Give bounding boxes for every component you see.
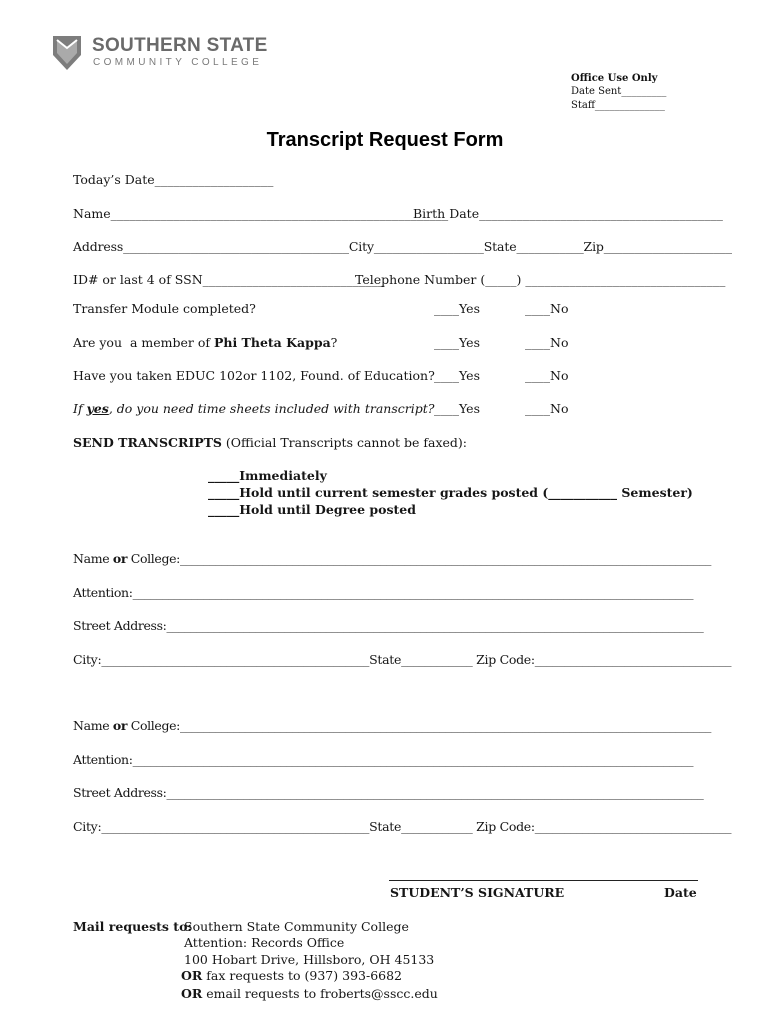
educ-yes-option[interactable]: ____Yes xyxy=(434,368,480,383)
timesheets-no-option[interactable]: ____No xyxy=(525,401,569,416)
signature-label: STUDENT’S SIGNATURE xyxy=(390,885,565,900)
address-field[interactable]: Address_____________________________________City__________________State___________Zip_____________________ xyxy=(73,239,732,254)
signature-line[interactable] xyxy=(389,880,698,881)
page-title: Transcript Request Form xyxy=(266,129,504,151)
shield-icon xyxy=(52,35,82,71)
question-educ: Have you taken EDUC 102or 1102, Found. of Education? xyxy=(73,368,435,383)
mail-address-line-2: Attention: Records Office xyxy=(184,935,345,950)
question-time-sheets: If yes, do you need time sheets included with transcript? xyxy=(73,401,435,416)
send-immediately-option[interactable]: _____Immediately xyxy=(208,468,327,483)
recipient-2-attention-field[interactable]: Attention:_______________________________________________________________________________________________ xyxy=(73,752,694,767)
signature-date-label: Date xyxy=(664,885,697,900)
question-transfer-module: Transfer Module completed? xyxy=(73,301,256,316)
telephone-field[interactable]: Telephone Number (_____) ________________________________ xyxy=(355,272,726,287)
recipient-2-name-field[interactable]: Name or College:__________________________________________________________________________________________ xyxy=(73,718,712,733)
recipient-1-street-field[interactable]: Street Address:___________________________________________________________________________________________ xyxy=(73,618,704,633)
logo-name: SOUTHERN STATE xyxy=(92,35,268,56)
ptk-yes-option[interactable]: ____Yes xyxy=(434,335,480,350)
office-use-heading: Office Use Only xyxy=(571,73,658,84)
recipient-1-city-field[interactable]: City:_____________________________________________State____________ Zip Code:_________________________________ xyxy=(73,652,732,667)
phi-theta-kappa-label: Phi Theta Kappa xyxy=(213,335,331,350)
question-phi-theta-kappa: Are you a member of Phi Theta Kappa? xyxy=(73,335,338,350)
recipient-2-street-field[interactable]: Street Address:___________________________________________________________________________________________ xyxy=(73,785,704,800)
recipient-2-city-field[interactable]: City:_____________________________________________State____________ Zip Code:_________________________________ xyxy=(73,819,732,834)
send-hold-degree-option[interactable]: _____Hold until Degree posted xyxy=(208,502,416,517)
recipient-1-attention-field[interactable]: Attention:_______________________________________________________________________________________________ xyxy=(73,585,694,600)
name-field[interactable]: Name______________________________________________________ xyxy=(73,206,449,221)
todays-date-field[interactable]: Today’s Date___________________ xyxy=(73,172,274,187)
transfer-no-option[interactable]: ____No xyxy=(525,301,569,316)
yes-emphasis: yes xyxy=(86,401,109,416)
mail-address-line-3: 100 Hobart Drive, Hillsboro, OH 45133 xyxy=(184,952,435,967)
office-staff: Staff______________ xyxy=(571,100,665,111)
mail-requests-label: Mail requests to: xyxy=(73,919,193,934)
mail-address-line-1: Southern State Community College xyxy=(184,919,409,934)
logo-subtitle: COMMUNITY COLLEGE xyxy=(93,57,263,68)
recipient-1-name-field[interactable]: Name or College:__________________________________________________________________________________________ xyxy=(73,551,712,566)
send-hold-semester-option[interactable]: _____Hold until current semester grades posted (___________ Semester) xyxy=(208,485,693,500)
transfer-yes-option[interactable]: ____Yes xyxy=(434,301,480,316)
fax-requests-line: OR fax requests to (937) 393-6682 xyxy=(181,968,403,983)
office-date-sent: Date Sent_________ xyxy=(571,86,667,97)
birth-date-field[interactable]: Birth Date_______________________________________ xyxy=(413,206,723,221)
id-ssn-field[interactable]: ID# or last 4 of SSN_____________________________ xyxy=(73,272,384,287)
send-transcripts-heading: SEND TRANSCRIPTS (Official Transcripts cannot be faxed): xyxy=(73,435,468,450)
timesheets-yes-option[interactable]: ____Yes xyxy=(434,401,480,416)
ptk-no-option[interactable]: ____No xyxy=(525,335,569,350)
educ-no-option[interactable]: ____No xyxy=(525,368,569,383)
email-requests-line: OR email requests to froberts@sscc.edu xyxy=(181,986,438,1001)
